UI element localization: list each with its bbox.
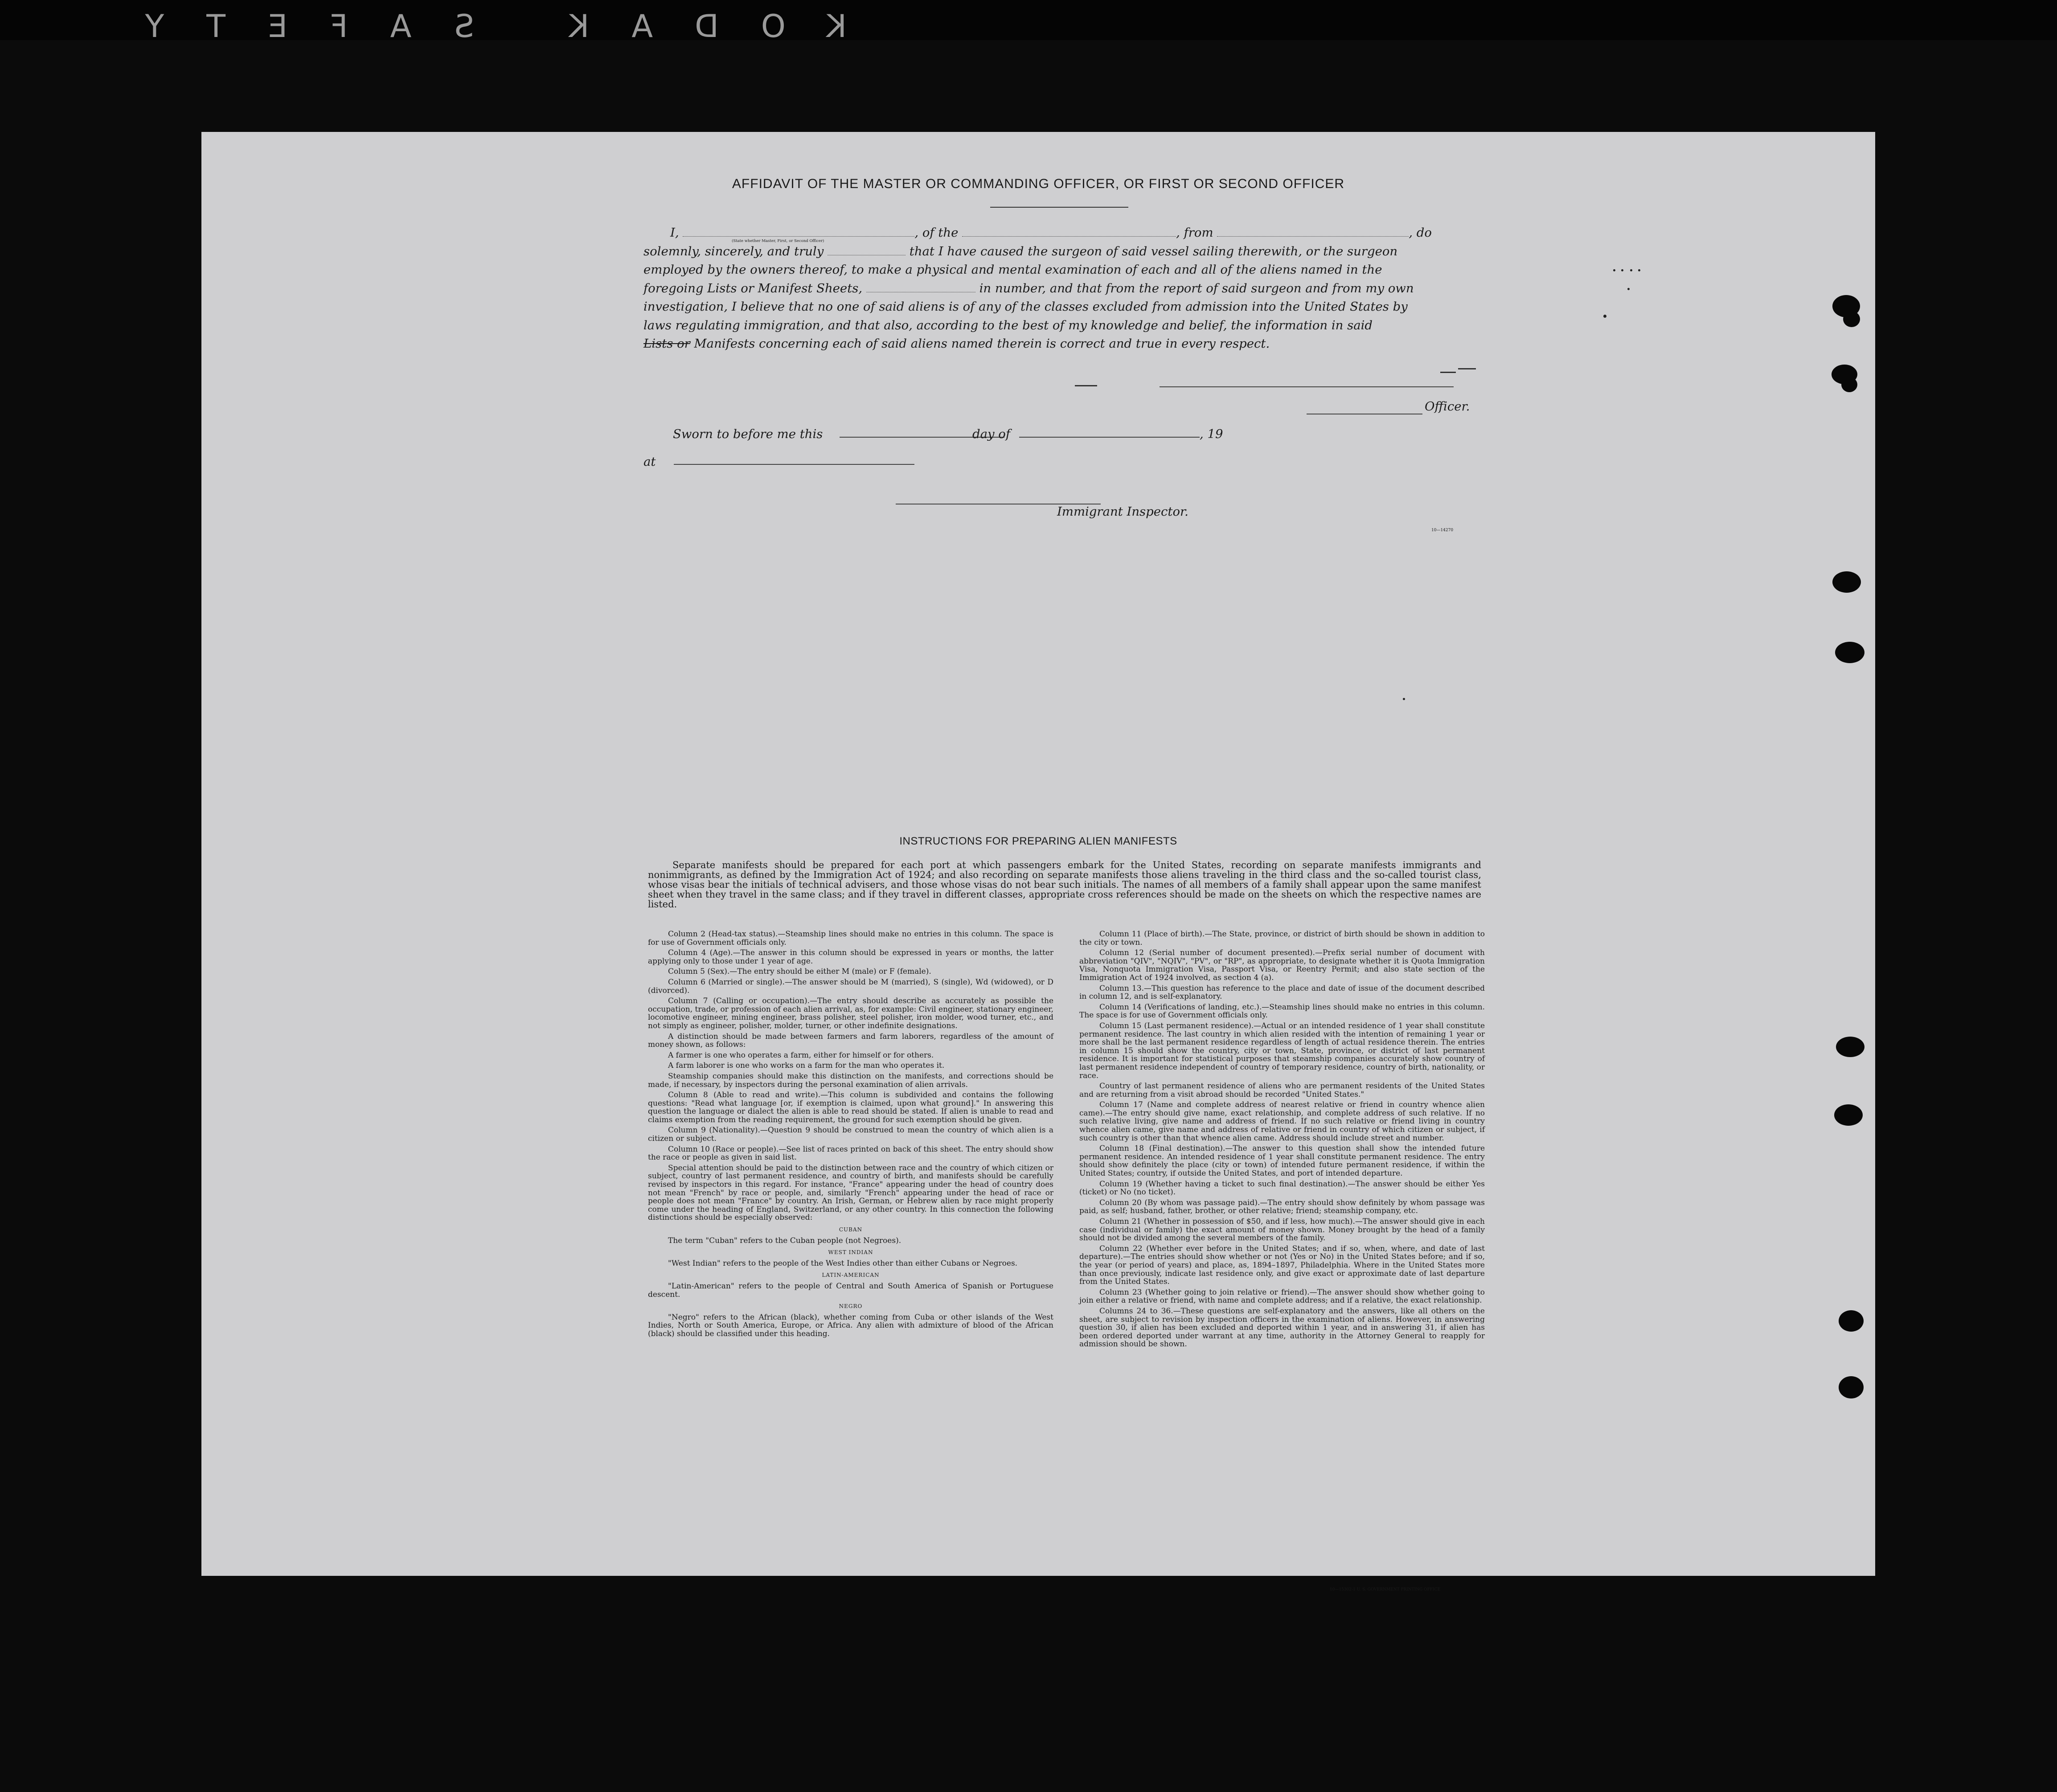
printing-office-footer: 10—15302-1 U. S. GOVERNMENT PRINTING OFFICE	[1330, 1587, 1441, 1592]
ink-mark	[1075, 385, 1097, 386]
signature-line[interactable]	[1160, 386, 1454, 387]
instruction-paragraph: Column 9 (Nationality).—Question 9 should be construed to mean the country of which alien is a citizen or subject.	[648, 1126, 1053, 1144]
affidavit-line-1: I, , of the , from , do	[670, 226, 1432, 240]
race-note: "West Indian" refers to the people of the West Indies other than either Cubans or Negroes.	[668, 1259, 1018, 1268]
instruction-paragraph: Column 14 (Verifications of landing, etc.).—Steamship lines should make no entries in this column. The space is for use of Government officials only.	[1079, 1002, 1485, 1020]
instruction-paragraph: Column 11 (Place of birth).—The State, province, or district of birth should be shown in addition to the city or town.	[1079, 930, 1485, 947]
instruction-paragraph: Column 7 (Calling or occupation).—The entry should describe as accurately as possible the occupation, trade, or profession of each alien arrival, as, for example: Civil engineer, stationary engineer, locomotive engineer, mining engineer, brass polisher, steel polisher, iron molder, wood turner, etc., and not simply as engineer, polisher, molder, turner, or other indefinite designations.	[648, 996, 1053, 1030]
instruction-paragraph: Column 20 (By whom was passage paid).—The entry should show definitely by whom passage was paid, as self; husband, father, brother, or other relative; friend; steamship company, etc.	[1079, 1198, 1485, 1216]
instruction-paragraph: A farm laborer is one who works on a farm for the man who operates it.	[668, 1061, 945, 1070]
ink-mark	[1458, 368, 1476, 369]
form-code: 10—14270	[1431, 528, 1454, 533]
affidavit-line-5: investigation, I believe that no one of said aliens is of any of the classes excluded from admission into the United States by	[643, 299, 1408, 314]
capacity-field[interactable]	[828, 254, 906, 255]
sheet-count-field[interactable]	[866, 291, 975, 292]
instructions-title: INSTRUCTIONS FOR PREPARING ALIEN MANIFESTS	[899, 835, 1177, 847]
punch-hole	[1832, 571, 1861, 593]
struck-text: Lists or	[643, 336, 690, 351]
punch-hole	[1834, 1104, 1863, 1126]
film-edge-text: KODAK SAFETY	[102, 8, 847, 45]
affidavit-title: AFFIDAVIT OF THE MASTER OR COMMANDING OFFICER, OR FIRST OR SECOND OFFICER	[732, 176, 1345, 191]
punch-hole	[1836, 1037, 1864, 1057]
at-label: at	[643, 455, 656, 469]
affidavit-body	[643, 224, 1504, 353]
day-of-label: day of	[972, 427, 1011, 441]
instructions-right-column	[1079, 930, 1485, 1351]
officer-name-field[interactable]	[683, 236, 914, 237]
year-label: , 19	[1200, 427, 1223, 441]
race-heading: WEST INDIAN	[828, 1249, 873, 1256]
instruction-paragraph: Steamship companies should make this distinction on the manifests, and corrections should be made, if necessary, by inspectors during the personal examination of alien arrivals.	[648, 1071, 1053, 1089]
instruction-paragraph: Column 6 (Married or single).—The answer should be M (married), S (single), Wd (widowed), or D (divorced).	[648, 977, 1053, 995]
manifest-sheet	[201, 132, 1875, 1592]
instruction-paragraph: Column 18 (Final destination).—The answer to this question shall show the intended future permanent residence. An intended residence of 1 year shall constitute permanent residence. The entry should show definitely the place (city or town) of intended future permanent residence, if within the United States; country, if outside the United States, and port of intended departure.	[1079, 1144, 1485, 1178]
speck	[1630, 269, 1632, 271]
affidavit-line-6: laws regulating immigration, and that also, according to the best of my knowledge and belief, the information in said	[643, 318, 1373, 332]
instruction-paragraph: Column 13.—This question has reference to the place and date of issue of the document described in column 12, and is self-explanatory.	[1079, 984, 1485, 1001]
speck	[1603, 315, 1606, 318]
instructions-left-column	[648, 930, 1053, 1341]
title-rule	[990, 207, 1128, 208]
instruction-paragraph: Column 10 (Race or people).—See list of races printed on back of this sheet. The entry should show the race or people as given in said list.	[648, 1144, 1053, 1162]
speck	[1613, 269, 1615, 271]
sworn-label: Sworn to before me this	[673, 427, 823, 441]
instruction-paragraph: Column 5 (Sex).—The entry should be either M (male) or F (female).	[668, 967, 931, 976]
punch-hole	[1839, 1310, 1864, 1332]
affidavit-line-2: solemnly, sincerely, and truly that I have caused the surgeon of said vessel sailing therewith, or the surgeon	[643, 244, 1398, 258]
instruction-paragraph: Column 15 (Last permanent residence).—Actual or an intended residence of 1 year shall constitute permanent residence. The last country in which alien resided with the intention of remaining 1 year or more shall be the last permanent residence regardless of length of actual residence therein. The entries in column 15 should show the country, city or town, State, province, or district of last permanent residence. It is important for statistical purposes that steamship companies accurately show country of last permanent residence independent of country of temporary residence, country of birth, nationality, or race.	[1079, 1021, 1485, 1080]
instruction-paragraph: Special attention should be paid to the distinction between race and the country of which citizen or subject, country of last permanent residence, and country of birth, and manifests should be carefully revised by inspectors in this regard. For instance, "France" appearing under the head of country does not mean "French" by race or people, and, similarly "French" appearing under the head of race or people does not mean "France" by country. An Irish, German, or Hebrew alien by race might properly come under the heading of England, Switzerland, or any other country. In this connection the following distinctions should be especially observed:	[648, 1163, 1053, 1222]
race-heading: LATIN-AMERICAN	[822, 1272, 880, 1279]
instruction-paragraph: Column 2 (Head-tax status).—Steamship lines should make no entries in this column. The space is for use of Government officials only.	[648, 930, 1053, 947]
capacity-note: (State whether Master, First, or Second Officer)	[732, 239, 824, 243]
punch-hole	[1843, 311, 1860, 327]
instruction-paragraph: Column 12 (Serial number of document presented).—Prefix serial number of document with abbreviation "QIV", "NQIV", "PV", or "RP", as appropriate, to designate whether it is Quota Immigration Visa, Nonquota Immigration Visa, Passport Visa, or Reentry Permit; and also state section of the Immigration Act of 1924 involved, as section 4 (a).	[1079, 948, 1485, 982]
race-heading: NEGRO	[839, 1303, 863, 1310]
punch-hole	[1841, 377, 1857, 392]
race-note: "Negro" refers to the African (black), whether coming from Cuba or other islands of the West Indies, North or South America, Europe, or Africa. Any alien with admixture of blood of the African (black) should be classified under this heading.	[648, 1312, 1053, 1338]
punch-hole	[1835, 642, 1864, 663]
instruction-paragraph: Columns 24 to 36.—These questions are self-explanatory and the answers, like all others on the sheet, are subject to revision by inspection officers in the examination of aliens. However, in answering question 30, if alien has been excluded and deported within 1 year, and in answering 31, if alien has been ordered deported under warrant at any time, authority in the Attorney General to reapply for admission should be shown.	[1079, 1306, 1485, 1349]
film-edge	[0, 0, 2057, 45]
port-from-field[interactable]	[1217, 236, 1409, 237]
ink-mark	[1440, 372, 1456, 373]
instruction-paragraph: Column 22 (Whether ever before in the United States; and if so, when, where, and date of last departure).—The entries should show whether or not (Yes or No) in the United States before; and if so, the year (or period of years) and place, as, 1894–1897, Philadelphia. Where in the United States more than once previously, indicate last residence only, and give exact or approximate date of last departure from the United States.	[1079, 1244, 1485, 1287]
instruction-paragraph: A farmer is one who operates a farm, either for himself or for others.	[668, 1050, 934, 1060]
instructions-intro: Separate manifests should be prepared for each port at which passengers embark for the United States, recording on separate manifests immigrants and nonimmigrants, as defined by the Immigration Act of 1924; and also recording on separate manifests those aliens traveling in the third class and the so-called tourist class, whose visas bear the initials of technical advisers, and those whose visas do not bear such initials. The names of all members of a family shall appear upon the same manifest sheet when they travel in the same class; and if they travel in different classes, appropriate cross references should be made on the sheets on which the respective names are listed.	[648, 860, 1481, 910]
sworn-month-field[interactable]	[1019, 437, 1200, 438]
sworn-place-field[interactable]	[674, 464, 914, 465]
instruction-paragraph: Column 23 (Whether going to join relative or friend).—The answer should show whether going to join either a relative or friend, with name and complete address; and if a relative, the exact relationship.	[1079, 1288, 1485, 1305]
officer-label: Officer.	[1425, 399, 1470, 414]
speck	[1627, 288, 1630, 290]
instruction-paragraph: Column 4 (Age).—The answer in this column should be expressed in years or months, the latter applying only to those under 1 year of age.	[648, 948, 1053, 966]
speck	[1621, 269, 1623, 271]
inspector-label: Immigrant Inspector.	[1057, 504, 1188, 519]
affidavit-line-7: Lists or Manifests concerning each of said aliens named therein is correct and true in every respect.	[643, 336, 1270, 351]
race-note: "Latin-American" refers to the people of Central and South America of Spanish or Portuguese descent.	[648, 1281, 1053, 1299]
instruction-paragraph: Column 19 (Whether having a ticket to such final destination).—The answer should be either Yes (ticket) or No (no ticket).	[1079, 1179, 1485, 1197]
instruction-paragraph: A distinction should be made between farmers and farm laborers, regardless of the amount of money shown, as follows:	[648, 1032, 1053, 1050]
race-note: The term "Cuban" refers to the Cuban people (not Negroes).	[668, 1236, 901, 1245]
race-heading: CUBAN	[839, 1226, 863, 1233]
speck	[1638, 269, 1640, 271]
instruction-paragraph: Column 21 (Whether in possession of $50, and if less, how much).—The answer should give in each case (individual or family) the exact amount of money shown. Money brought by the head of a family should not be divided among the several members of the family.	[1079, 1217, 1485, 1243]
affidavit-line-4: foregoing Lists or Manifest Sheets, in number, and that from the report of said surgeon and from my own	[643, 281, 1414, 295]
affidavit-line-3: employed by the owners thereof, to make a physical and mental examination of each and all of the aliens named in the	[643, 262, 1382, 277]
instruction-paragraph: Country of last permanent residence of aliens who are permanent residents of the United States and are returning from a visit abroad should be recorded "United States."	[1079, 1082, 1485, 1099]
punch-hole	[1839, 1376, 1864, 1398]
instruction-paragraph: Column 8 (Able to read and write).—This column is subdivided and contains the following questions: "Read what language [or, if exemption is claimed, upon what ground]." In answering this question the language or dialect the alien is able to read should be stated. If alien is unable to read and claims exemption from the reading requirement, the ground for such exemption should be given.	[648, 1091, 1053, 1124]
speck	[1403, 698, 1405, 700]
instruction-paragraph: Column 17 (Name and complete address of nearest relative or friend in country whence alien came).—The entry should give name, exact relationship, and complete address of such relative. If no such relative living, give name and address of friend. If no such relative or friend living in country whence alien came, give name and address of relative or friend in country of which citizen or subject, if such country is other than that whence alien came. Address should include street and number.	[1079, 1100, 1485, 1143]
vessel-name-field[interactable]	[962, 236, 1176, 237]
